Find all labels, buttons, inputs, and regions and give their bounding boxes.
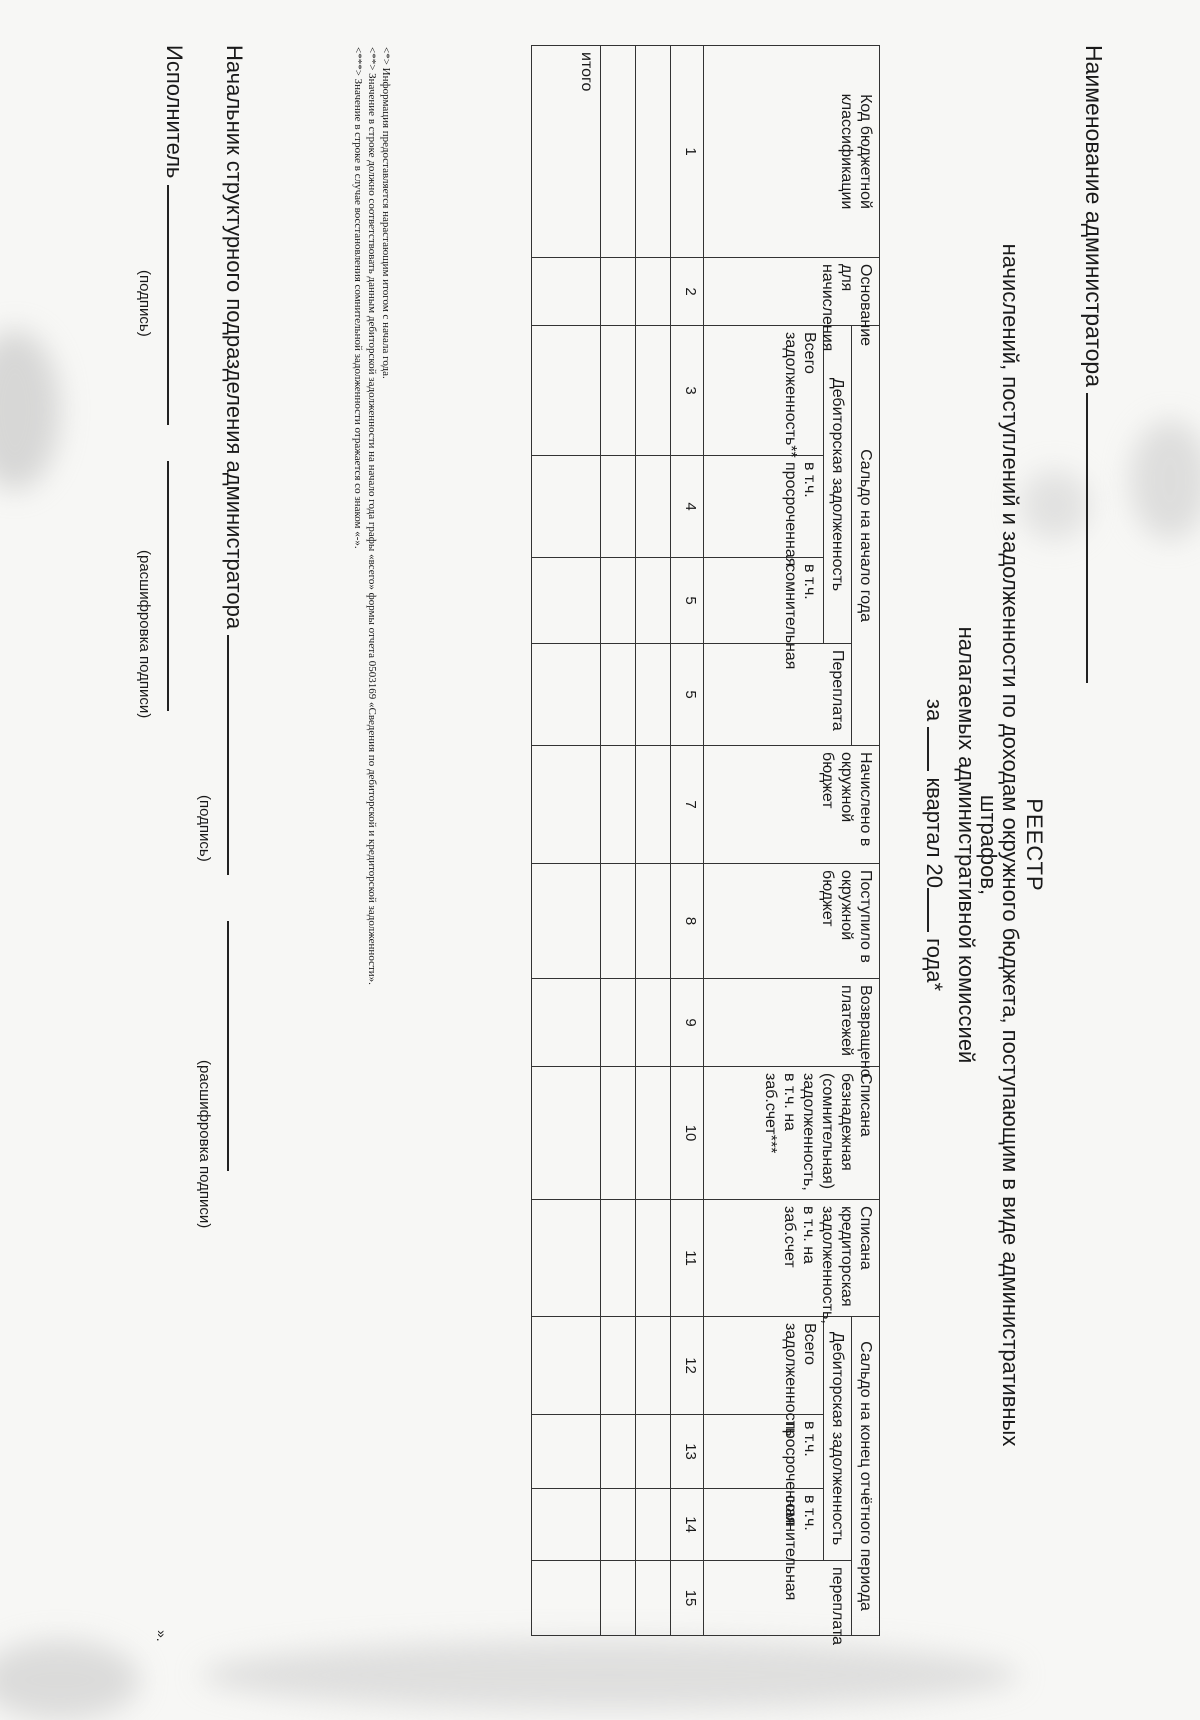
table-cell[interactable] bbox=[532, 1489, 601, 1561]
document-title: РЕЕСТР bbox=[1022, 798, 1047, 892]
header-budget-code: Код бюджетной классификации bbox=[704, 46, 880, 258]
year-blank[interactable] bbox=[927, 888, 930, 932]
column-number: 8 bbox=[671, 864, 704, 979]
column-number: 12 bbox=[671, 1317, 704, 1415]
reporting-period bbox=[921, 195, 947, 1495]
header-doubtful-end: в т.ч. сомнительная bbox=[704, 1489, 824, 1561]
table-cell[interactable] bbox=[601, 46, 636, 258]
column-number: 3 bbox=[671, 326, 704, 456]
table-cell[interactable] bbox=[601, 864, 636, 979]
column-number: 5 bbox=[671, 558, 704, 644]
header-overpay: Переплата bbox=[704, 644, 852, 746]
head-label: Начальник структурного подразделения администратора bbox=[222, 45, 247, 630]
table-cell[interactable] bbox=[636, 1561, 671, 1636]
quarter-blank[interactable] bbox=[927, 727, 930, 771]
footnote-1: <*> Информация предоставляется нарастающим итогом с начала года. bbox=[380, 47, 392, 379]
table-cell[interactable] bbox=[601, 1489, 636, 1561]
footnote-2: <**> Значение в строке должно соответствовать данным дебиторской задолженности на начало года графы «всего» формы отчета 0503169 «Сведения по дебиторской и кредиторской задолженности». bbox=[366, 47, 378, 985]
table-cell[interactable] bbox=[532, 644, 601, 746]
header-debt-group-end: Дебиторская задолженность bbox=[824, 1317, 852, 1561]
table-cell[interactable] bbox=[601, 1067, 636, 1200]
executor-decoding-caption: (расшифровка подписи) bbox=[136, 550, 153, 719]
admin-name-line bbox=[1080, 45, 1107, 683]
header-credit-written-off: Списана кредиторская задолженность, в т.ч. на заб.счет bbox=[704, 1200, 880, 1317]
column-number: 11 bbox=[671, 1200, 704, 1317]
total-label: итого bbox=[532, 46, 601, 258]
header-overdue-end: в т.ч. просроченная bbox=[704, 1415, 824, 1489]
head-signature-caption: (подпись) bbox=[196, 795, 213, 862]
table-cell[interactable] bbox=[601, 644, 636, 746]
executor-decoding-blank[interactable] bbox=[167, 461, 170, 711]
table-cell[interactable] bbox=[601, 326, 636, 456]
table-cell[interactable] bbox=[601, 746, 636, 864]
table-cell[interactable] bbox=[601, 979, 636, 1067]
document-subtitle-line1: начислений, поступлений и задолженности по доходам окружного бюджета, поступающим в виде административных штрафов, bbox=[976, 243, 1023, 1447]
executor-signature-blank[interactable] bbox=[167, 185, 170, 425]
header-doubtful: в т.ч. сомнительная bbox=[704, 558, 824, 644]
table-cell[interactable] bbox=[636, 979, 671, 1067]
table-cell[interactable] bbox=[601, 456, 636, 558]
column-number: 5 bbox=[671, 644, 704, 746]
table-cell[interactable] bbox=[532, 558, 601, 644]
executor-signature-line bbox=[161, 45, 187, 711]
column-number: 1 bbox=[671, 46, 704, 258]
column-number: 9 bbox=[671, 979, 704, 1067]
header-row-1 bbox=[852, 46, 880, 1636]
table-cell[interactable] bbox=[636, 1415, 671, 1489]
column-number: 7 bbox=[671, 746, 704, 864]
table-cell[interactable] bbox=[636, 1067, 671, 1200]
header-overpay-end: переплата bbox=[704, 1561, 852, 1636]
executor-label: Исполнитель bbox=[162, 45, 187, 179]
table-cell[interactable] bbox=[532, 456, 601, 558]
table-cell[interactable] bbox=[601, 558, 636, 644]
rotated-document-page bbox=[0, 45, 1125, 1645]
document-subtitle-line2: налагаемых административной комиссией bbox=[954, 626, 979, 1064]
table-cell[interactable] bbox=[636, 746, 671, 864]
table-cell[interactable] bbox=[636, 1489, 671, 1561]
header-total-debt-end: Всего задолженность bbox=[704, 1317, 824, 1415]
header-debt-group: Дебиторская задолженность bbox=[824, 326, 852, 644]
column-number: 13 bbox=[671, 1415, 704, 1489]
table-cell[interactable] bbox=[532, 326, 601, 456]
footnotes bbox=[351, 47, 393, 985]
table-cell[interactable] bbox=[532, 1200, 601, 1317]
table-cell[interactable] bbox=[532, 1317, 601, 1415]
table-cell[interactable] bbox=[601, 258, 636, 326]
table-cell[interactable] bbox=[636, 46, 671, 258]
head-decoding-blank[interactable] bbox=[227, 921, 230, 1171]
head-signature-line bbox=[221, 45, 247, 1171]
register-table bbox=[531, 45, 880, 1645]
executor-signature-caption: (подпись) bbox=[136, 270, 153, 337]
column-number-row bbox=[671, 46, 704, 1636]
table-cell[interactable] bbox=[532, 864, 601, 979]
period-prefix: за bbox=[922, 698, 947, 722]
head-signature-blank[interactable] bbox=[227, 635, 230, 875]
table-cell[interactable] bbox=[601, 1317, 636, 1415]
total-row bbox=[532, 46, 601, 1636]
head-decoding-caption: (расшифровка подписи) bbox=[196, 1060, 213, 1229]
table-cell[interactable] bbox=[532, 1561, 601, 1636]
column-number: 10 bbox=[671, 1067, 704, 1200]
table-cell[interactable] bbox=[636, 558, 671, 644]
table-cell[interactable] bbox=[636, 1200, 671, 1317]
column-number: 14 bbox=[671, 1489, 704, 1561]
header-saldo-start: Сальдо на начало года bbox=[852, 326, 880, 746]
header-returned: Возвращено платежей bbox=[704, 979, 880, 1067]
table-cell[interactable] bbox=[636, 864, 671, 979]
header-received: Поступило в окружной бюджет bbox=[704, 864, 880, 979]
title-block bbox=[921, 195, 1047, 1495]
column-number: 4 bbox=[671, 456, 704, 558]
blank-data-row bbox=[601, 46, 636, 1636]
scan-smudge bbox=[0, 1640, 140, 1720]
scan-smudge bbox=[1130, 420, 1200, 540]
table-cell[interactable] bbox=[532, 1415, 601, 1489]
closing-quote: ». bbox=[154, 1630, 170, 1642]
table-cell[interactable] bbox=[636, 258, 671, 326]
table-cell[interactable] bbox=[601, 1415, 636, 1489]
admin-name-label: Наименование администратора bbox=[1081, 45, 1107, 388]
table-cell[interactable] bbox=[532, 979, 601, 1067]
period-suffix: года* bbox=[922, 938, 947, 992]
table-cell[interactable] bbox=[636, 644, 671, 746]
column-number: 2 bbox=[671, 258, 704, 326]
header-saldo-end: Сальдо на конец отчётного периода bbox=[852, 1317, 880, 1636]
scan-smudge bbox=[200, 1640, 1020, 1710]
table-cell[interactable] bbox=[636, 326, 671, 456]
header-total-debt: Всего задолженность** bbox=[704, 326, 824, 456]
blank-data-row bbox=[636, 46, 671, 1636]
table-cell[interactable] bbox=[532, 1067, 601, 1200]
header-written-off: Списана безнадежная (сомнительная) задолженность, в т.ч. на заб.счет*** bbox=[704, 1067, 880, 1200]
header-accrued: Начислено в окружной бюджет bbox=[704, 746, 880, 864]
table-cell[interactable] bbox=[636, 456, 671, 558]
table-cell[interactable] bbox=[532, 258, 601, 326]
footnote-3: <***> Значение в строке в случае восстановления сомнительной задолженности отражается со знаком «-». bbox=[352, 47, 364, 549]
period-quarter: квартал 20 bbox=[922, 777, 947, 889]
table-cell[interactable] bbox=[601, 1200, 636, 1317]
header-basis: Основание для начисления bbox=[704, 258, 880, 326]
header-overdue: в т.ч. просроченная bbox=[704, 456, 824, 558]
table-cell[interactable] bbox=[601, 1561, 636, 1636]
column-number: 15 bbox=[671, 1561, 704, 1636]
admin-name-blank[interactable] bbox=[1086, 393, 1089, 683]
table-cell[interactable] bbox=[636, 1317, 671, 1415]
table-cell[interactable] bbox=[532, 746, 601, 864]
